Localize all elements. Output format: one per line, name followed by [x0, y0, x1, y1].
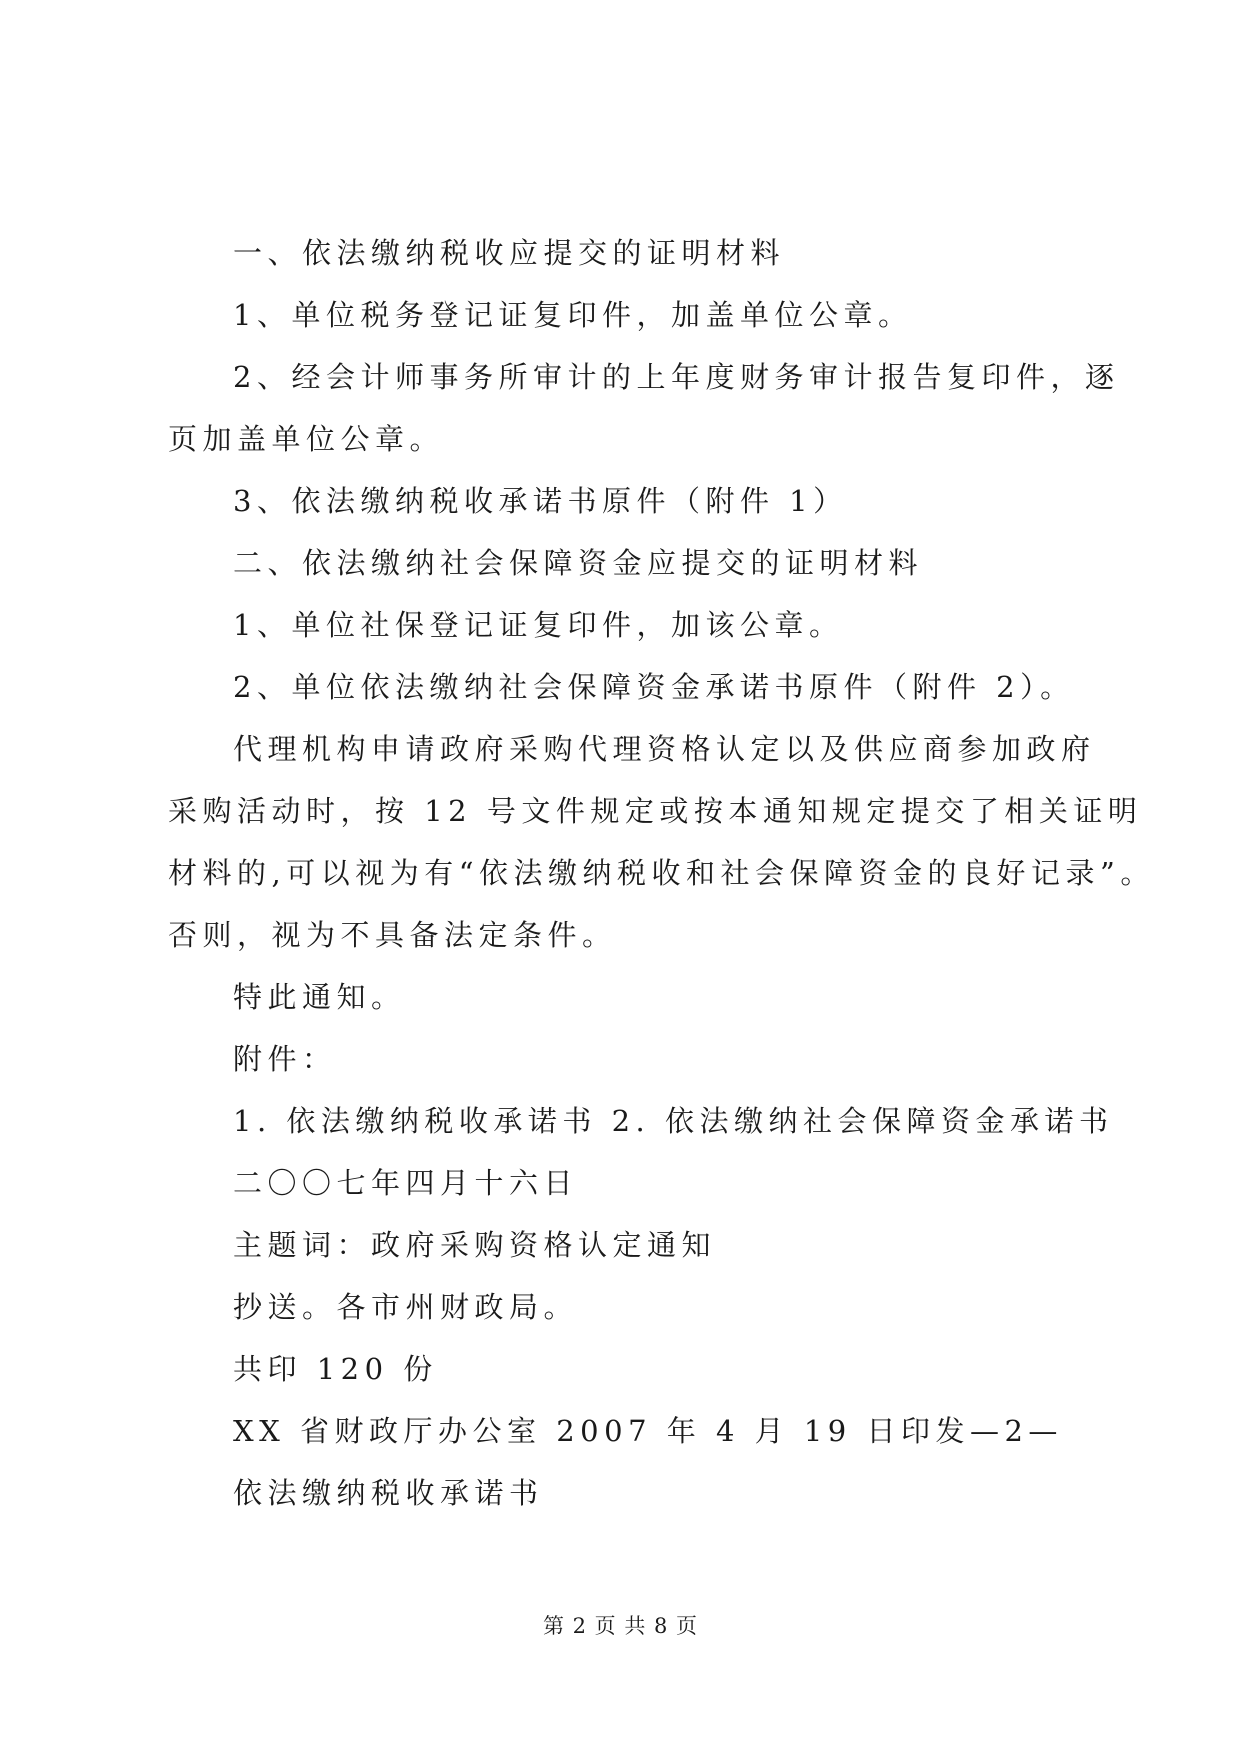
issue-date: 二〇〇七年四月十六日 [233, 1166, 579, 1200]
paragraph-line-4: 否则，视为不具备法定条件。 [168, 918, 617, 952]
attachment-title: 依法缴纳税收承诺书 [233, 1476, 544, 1510]
paragraph-line-1: 代理机构申请政府采购代理资格认定以及供应商参加政府 [233, 732, 1096, 766]
notice-closing: 特此通知。 [233, 980, 406, 1014]
print-count: 共印 120 份 [233, 1352, 438, 1386]
issuer-line: XX 省财政厅办公室 2007 年 4 月 19 日印发—2— [233, 1414, 1063, 1448]
page-number-footer: 第 2 页 共 8 页 [542, 1614, 699, 1638]
cc-recipients: 抄送。各市州财政局。 [233, 1290, 579, 1324]
paragraph-line-3: 材料的,可以视为有“依法缴纳税收和社会保障资金的良好记录”。 [168, 856, 1155, 890]
attachments-label: 附件： [233, 1042, 337, 1076]
list-item-tax-3: 3、依法缴纳税收承诺书原件（附件 1） [233, 484, 848, 518]
list-item-tax-1: 1、单位税务登记证复印件，加盖单位公章。 [233, 298, 913, 332]
list-item-tax-2: 2、经会计师事务所审计的上年度财务审计报告复印件，逐 [233, 360, 1120, 394]
subject-keywords: 主题词：政府采购资格认定通知 [233, 1228, 717, 1262]
section-heading-social-security: 二、依法缴纳社会保障资金应提交的证明材料 [233, 546, 924, 580]
list-item-ss-2: 2、单位依法缴纳社会保障资金承诺书原件（附件 2）。 [233, 670, 1075, 704]
list-item-ss-1: 1、单位社保登记证复印件，加该公章。 [233, 608, 844, 642]
paragraph-line-2: 采购活动时，按 12 号文件规定或按本通知规定提交了相关证明 [168, 794, 1143, 828]
attachments-list: 1. 依法缴纳税收承诺书 2. 依法缴纳社会保障资金承诺书 [233, 1104, 1114, 1138]
list-item-tax-2-cont: 页加盖单位公章。 [168, 422, 445, 456]
document-body [168, 222, 1155, 1524]
section-heading-tax: 一、依法缴纳税收应提交的证明材料 [233, 236, 786, 270]
